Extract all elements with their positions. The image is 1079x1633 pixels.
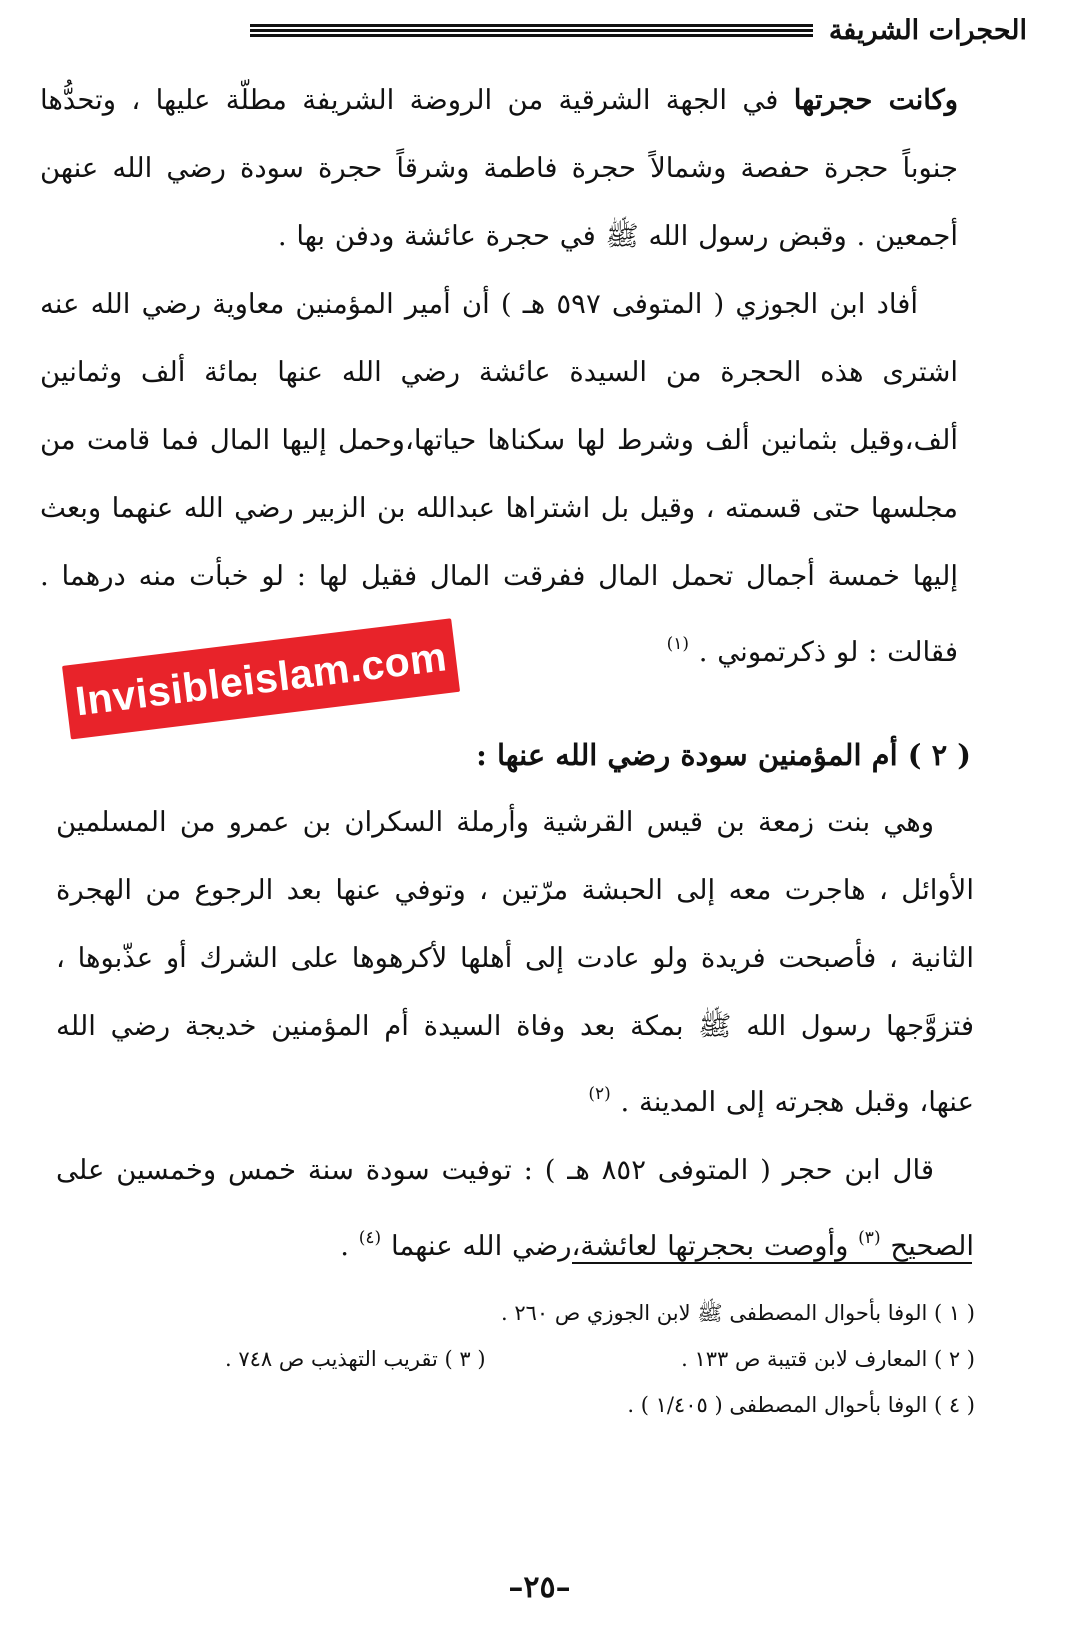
footnote-ref-1: (١) bbox=[666, 634, 690, 654]
footnote-2: ( ٢ ) المعارف لابن قتيبة ص ١٣٣ . bbox=[681, 1347, 975, 1371]
header-rule bbox=[250, 24, 813, 37]
section1-lead: وكانت حجرتها bbox=[793, 84, 958, 116]
section1-paragraph2-body: أفاد ابن الجوزي ( المتوفى ٥٩٧ هـ ) أن أمير المؤمنين معاوية رضي الله عنه اشترى هذه الحجرة من السيدة عائشة رضي الله عنها بمائة ألف وثمانين ألف،وقيل بثمانين ألف وشرط لها سكناها حياتها،وحمل إليها المال فما قامت من مجلسها حتى قسمته ، وقيل بل اشتراها عبدالله بن الزبير رضي الله عنهما وبعث إليها خمسة أجمال تحمل المال ففرقت المال فقيل لها : لو خبأت منه درهما . فقالت : لو ذكرتموني . bbox=[40, 288, 958, 668]
section2-paragraph2-end: . bbox=[340, 1230, 350, 1262]
footnote-ref-4: (٤) bbox=[358, 1228, 382, 1248]
footnote-divider bbox=[572, 1262, 972, 1264]
section2-paragraph2 bbox=[56, 1136, 974, 1280]
section1-paragraph1 bbox=[40, 66, 958, 270]
footnote-row bbox=[95, 1290, 975, 1336]
running-title: الحجرات الشريفة bbox=[828, 14, 1027, 46]
section2-paragraph1 bbox=[56, 788, 974, 1136]
footnote-ref-2: (٢) bbox=[588, 1084, 611, 1104]
section2-paragraph1-body: وهي بنت زمعة بن قيس القرشية وأرملة السكران بن عمرو من المسلمين الأوائل ، هاجرت معه إلى الحبشة مرّتين ، وتوفي عنها بعد الرجوع من الهجرة الثانية ، فأصبحت فريدة ولو عادت إلى أهلها لأكرهوها على الشرك أو عذّبوها ، فتزوَّجها رسول الله ﷺ بمكة بعد وفاة السيدة أم المؤمنين خديجة رضي الله عنها، وقبل هجرته إلى المدينة . bbox=[56, 806, 974, 1118]
footnotes bbox=[95, 1290, 975, 1428]
running-head bbox=[250, 10, 1027, 50]
watermark-text: Invisibleislam.com bbox=[72, 632, 450, 724]
section1-paragraph1-body: في الجهة الشرقية من الروضة الشريفة مطلّة عليها ، وتحدُّها جنوباً حجرة حفصة وشمالاً حجرة فاطمة وشرقاً حجرة سودة رضي الله عنهن أجمعين . وقبض رسول الله ﷺ في حجرة عائشة ودفن بها . bbox=[40, 84, 958, 252]
footnote-4: ( ٤ ) الوفا بأحوال المصطفى ( ١/٤٠٥ ) . bbox=[627, 1393, 975, 1417]
section2-paragraph2-body-a: قال ابن حجر ( المتوفى ٨٥٢ هـ ) : توفيت سودة سنة خمس وخمسين على الصحيح bbox=[56, 1154, 974, 1262]
section1-paragraph2 bbox=[40, 270, 958, 686]
section2-paragraph2-body-b: وأوصت بحجرتها لعائشة،رضي الله عنهما bbox=[390, 1230, 849, 1262]
footnote-row bbox=[95, 1336, 975, 1382]
page-number: –٢٥– bbox=[508, 1570, 571, 1605]
section2-text bbox=[56, 788, 974, 1280]
footnote-row bbox=[95, 1382, 975, 1428]
footnote-1: ( ١ ) الوفا بأحوال المصطفى ﷺ لابن الجوزي ص ٢٦٠ . bbox=[500, 1301, 975, 1325]
footnote-ref-3: (٣) bbox=[858, 1228, 881, 1248]
footnote-3: ( ٣ ) تقريب التهذيب ص ٧٤٨ . bbox=[225, 1347, 486, 1371]
section2-heading: ( ٢ ) أم المؤمنين سودة رضي الله عنها : bbox=[476, 738, 971, 772]
section1-text bbox=[40, 66, 958, 686]
